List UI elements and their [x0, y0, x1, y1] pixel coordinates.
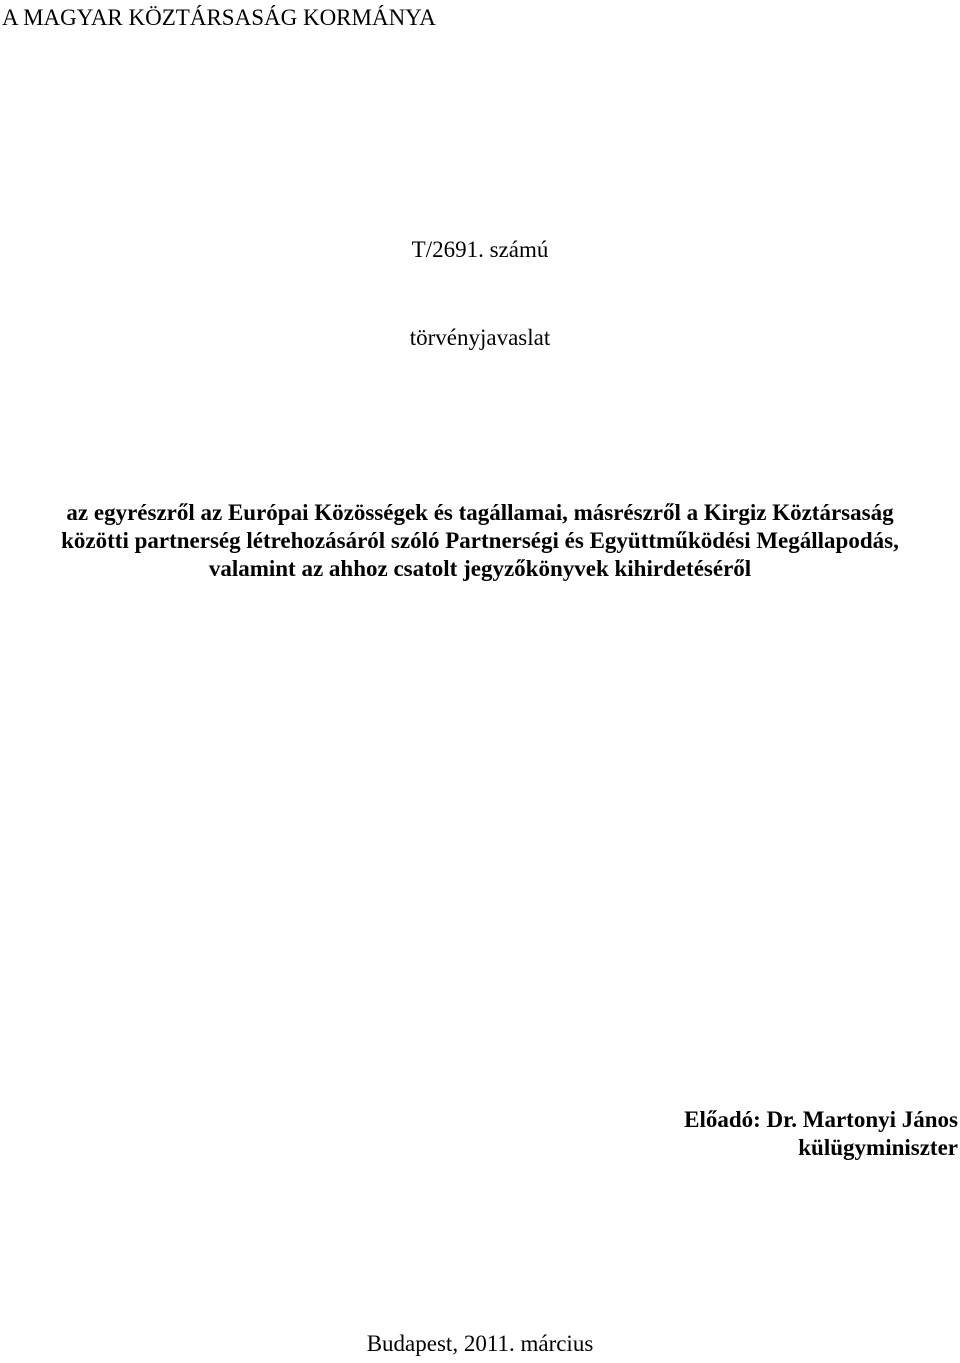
document-number: T/2691. számú [411, 237, 549, 262]
presenter-name: Előadó: Dr. Martonyi János [684, 1107, 958, 1132]
place-date: Budapest, 2011. március [366, 1331, 594, 1356]
document-subject [0, 499, 960, 583]
subject-line-1: az egyrészről az Európai Közösségek és tagállamai, másrészről a Kirgiz Köztársaság [66, 500, 894, 525]
subject-line-2: közötti partnerség létrehozásáról szóló Partnerségi és Együttműködési Megállapodás, [61, 528, 899, 553]
subject-line-3: valamint az ahhoz csatolt jegyzőkönyvek kihirdetéséről [208, 556, 752, 581]
document-type: törvényjavaslat [409, 325, 551, 350]
presenter-block [684, 1106, 958, 1162]
presenter-title: külügyminiszter [798, 1135, 958, 1160]
government-header: A MAGYAR KÖZTÁRSASÁG KORMÁNYA [2, 5, 436, 30]
